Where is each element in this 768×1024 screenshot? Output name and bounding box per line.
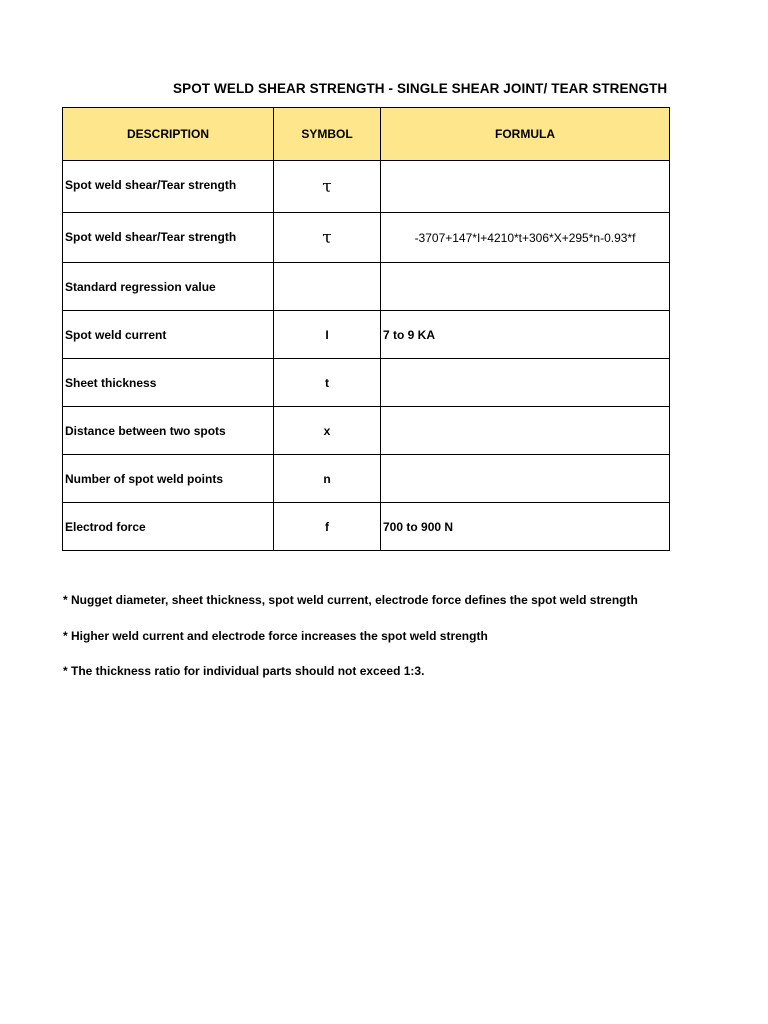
row-description: Spot weld shear/Tear strength [63, 161, 274, 213]
row-formula: -3707+147*I+4210*t+306*X+295*n-0.93*f [381, 213, 670, 263]
header-symbol: SYMBOL [274, 108, 381, 161]
row-formula [381, 455, 670, 503]
row-symbol: f [274, 503, 381, 551]
row-description: Sheet thickness [63, 359, 274, 407]
table-row [63, 213, 670, 263]
header-description: DESCRIPTION [63, 108, 274, 161]
row-symbol: I [274, 311, 381, 359]
row-symbol: τ [274, 161, 381, 213]
row-description: Distance between two spots [63, 407, 274, 455]
note-item: * Nugget diameter, sheet thickness, spot weld current, electrode force defines the spot weld strength [63, 593, 638, 607]
spot-weld-table [62, 107, 670, 551]
row-description: Spot weld current [63, 311, 274, 359]
row-formula: 700 to 900 N [381, 503, 670, 551]
note-item: * The thickness ratio for individual parts should not exceed 1:3. [63, 664, 425, 678]
row-symbol: n [274, 455, 381, 503]
header-formula: FORMULA [381, 108, 670, 161]
row-formula: 7 to 9 KA [381, 311, 670, 359]
row-formula [381, 359, 670, 407]
document-title: SPOT WELD SHEAR STRENGTH - SINGLE SHEAR JOINT/ TEAR STRENGTH [173, 81, 668, 96]
row-symbol: x [274, 407, 381, 455]
row-description: Standard regression value [63, 263, 274, 311]
table-row [63, 161, 670, 213]
row-symbol: t [274, 359, 381, 407]
row-symbol [274, 263, 381, 311]
row-formula [381, 407, 670, 455]
note-item: * Higher weld current and electrode force increases the spot weld strength [63, 628, 488, 643]
table-row [63, 407, 670, 455]
table-header-row [63, 108, 670, 161]
table-row [63, 359, 670, 407]
row-formula [381, 161, 670, 213]
notes-section [63, 590, 723, 697]
table-row [63, 263, 670, 311]
row-formula [381, 263, 670, 311]
row-description: Number of spot weld points [63, 455, 274, 503]
row-description: Spot weld shear/Tear strength [63, 213, 274, 263]
table-row [63, 311, 670, 359]
row-description: Electrod force [63, 503, 274, 551]
table-row [63, 503, 670, 551]
row-symbol: τ [274, 213, 381, 263]
table-row [63, 455, 670, 503]
